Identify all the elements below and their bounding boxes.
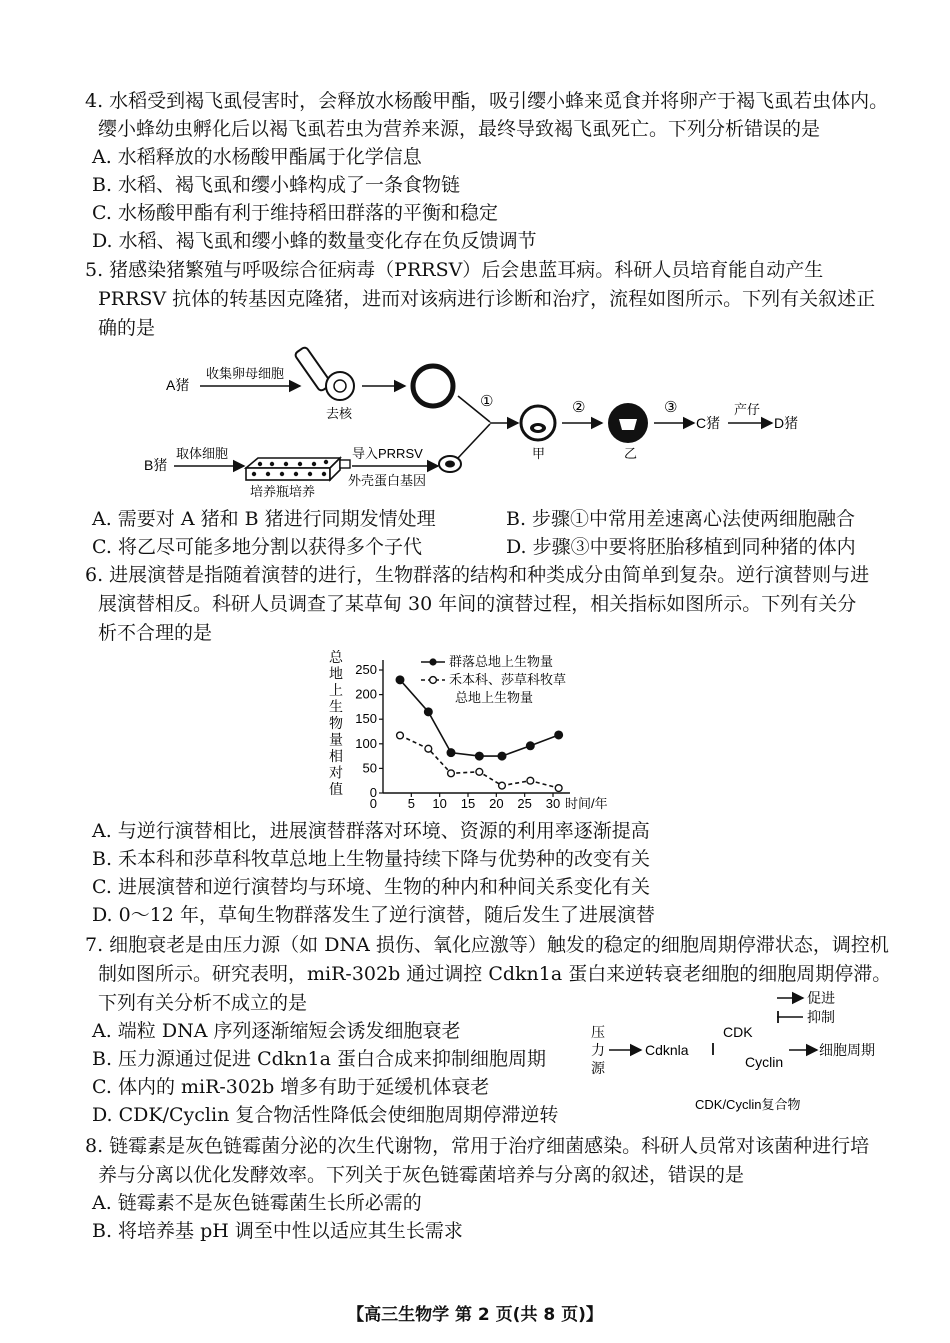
label-import: 导入PRRSV	[352, 446, 423, 461]
chart-y-tick-label: 0	[369, 785, 377, 800]
q8-option-a: A. 链霉素不是灰色链霉菌生长所必需的	[92, 1192, 422, 1214]
chart-x-tick-label: 0	[369, 796, 377, 811]
chart-point-series1	[499, 782, 506, 789]
q7-stem-line1: 7. 细胞衰老是由压力源（如 DNA 损伤、氧化应激等）触发的稳定的细胞周期停滞状态，调控机	[85, 934, 889, 956]
legend-marker-grass	[430, 677, 437, 684]
chart-x-tick-label: 5	[407, 796, 415, 811]
biomass-line-chart	[325, 650, 625, 815]
chart-point-series1	[425, 745, 432, 752]
q4-option-c: C. 水杨酸甲酯有利于维持稻田群落的平衡和稳定	[92, 202, 498, 224]
chart-point-series0	[425, 708, 433, 716]
q8-stem-line1: 8. 链霉素是灰色链霉菌分泌的次生代谢物，常用于治疗细菌感染。科研人员常对该菌种进行培	[85, 1135, 870, 1157]
chart-x-tick-label: 25	[517, 796, 532, 811]
legend-promote: 促进	[807, 990, 835, 1006]
chart-x-tick-label: 20	[489, 796, 504, 811]
legend-label-grass-line2: 总地上生物量	[455, 690, 534, 705]
label-birth: 产仔	[734, 402, 761, 417]
chart-point-series0	[555, 731, 563, 739]
q7-option-b: B. 压力源通过促进 Cdkn1a 蛋白合成来抑制细胞周期	[92, 1048, 546, 1070]
label-step1: ①	[480, 393, 494, 410]
chart-point-series1	[555, 785, 562, 792]
label-step3: ③	[664, 399, 678, 416]
chart-y-tick-label: 150	[355, 711, 377, 727]
label-pig-a: A猪	[166, 377, 190, 393]
label-step2: ②	[572, 399, 586, 416]
q5-stem-line1: 5. 猪感染猪繁殖与呼吸综合征病毒（PRRSV）后会患蓝耳病。科研人员培育能自动产生	[85, 259, 824, 281]
label-culture: 培养瓶培养	[250, 484, 316, 499]
chart-y-label-char: 对	[329, 764, 343, 781]
q7-stem-line3: 下列有关分析不成立的是	[98, 992, 308, 1014]
q5-option-b: B. 步骤①中常用差速离心法使两细胞融合	[506, 508, 856, 530]
enucleation-pipette-icon	[294, 346, 354, 400]
legend-inhibit: 抑制	[807, 1009, 835, 1025]
chart-y-axis-label	[329, 650, 344, 797]
chart-point-series0	[396, 676, 404, 684]
q5-stem-line3: 确的是	[98, 317, 156, 339]
label-cdkn1a: Cdknla	[645, 1042, 689, 1058]
q6-stem-line2: 展演替相反。科研人员调查了某草甸 30 年间的演替过程，相关指标如图所示。下列有关分	[98, 593, 857, 615]
q7-option-c: C. 体内的 miR-302b 增多有助于延缓机体衰老	[92, 1076, 490, 1098]
q4-stem-line1: 4. 水稻受到褐飞虱侵害时，会释放水杨酸甲酯，吸引缨小蜂来觅食并将卵产于褐飞虱若虫体内。	[85, 90, 889, 112]
label-stress-1: 压	[591, 1024, 605, 1040]
q7-option-d: D. CDK/Cyclin 复合物活性降低会使细胞周期停滞逆转	[92, 1104, 559, 1126]
label-jia: 甲	[532, 446, 546, 461]
label-enucleate: 去核	[326, 406, 353, 421]
q6-option-b: B. 禾本科和莎草科牧草总地上生物量持续下降与优势种的改变有关	[92, 848, 651, 870]
blastocyst-icon	[608, 403, 648, 443]
chart-x-tick-label: 10	[432, 796, 447, 811]
label-pig-c: C猪	[696, 415, 721, 431]
legend-label-total: 群落总地上生物量	[449, 654, 554, 669]
q6-option-a: A. 与逆行演替相比，进展演替群落对环境、资源的利用率逐渐提高	[92, 820, 650, 842]
label-cell-cycle: 细胞周期	[819, 1042, 875, 1058]
label-cyclin: Cyclin	[745, 1054, 784, 1070]
chart-y-label-char: 地	[329, 665, 343, 682]
q6-stem-line1: 6. 进展演替是指随着演替的进行，生物群落的结构和种类成分由简单到复杂。逆行演替则与进	[85, 564, 870, 586]
cell-cycle-regulation-diagram	[585, 985, 895, 1120]
chart-y-label-char: 相	[329, 748, 343, 764]
chart-point-series1	[448, 770, 455, 777]
label-collect-oocyte: 收集卵母细胞	[206, 366, 285, 381]
chart-y-label-char: 物	[329, 715, 343, 731]
label-stress-3: 源	[591, 1060, 605, 1076]
chart-point-series1	[397, 732, 404, 739]
cloning-flow-diagram	[140, 340, 840, 500]
q8-stem-line2: 养与分离以优化发酵效率。下列关于灰色链霉菌培养与分离的叙述，错误的是	[98, 1164, 745, 1186]
chart-x-axis-label: 时间/年	[565, 796, 608, 811]
merge-line-bottom	[458, 424, 490, 458]
label-gene: 外壳蛋白基因	[348, 473, 427, 488]
chart-y-tick-label: 250	[355, 662, 377, 677]
q5-option-c: C. 将乙尽可能多地分割以获得多个子代	[92, 536, 422, 558]
q4-option-a: A. 水稻释放的水杨酸甲酯属于化学信息	[92, 146, 422, 168]
chart-x-tick-label: 15	[460, 796, 476, 811]
chart-y-label-char: 总	[329, 650, 343, 665]
page-footer: 【高三生物学 第 2 页(共 8 页)】	[347, 1305, 603, 1325]
legend-label-grass-line1: 禾本科、莎草科牧草	[449, 672, 567, 687]
chart-y-tick-label: 50	[362, 760, 377, 776]
chart-y-label-char: 生	[329, 698, 343, 715]
chart-x-tick-label: 30	[545, 796, 561, 811]
chart-point-series0	[476, 752, 484, 760]
chart-y-tick-label: 200	[355, 686, 377, 702]
chart-point-series1	[527, 777, 534, 784]
q8-option-b: B. 将培养基 pH 调至中性以适应其生长需求	[92, 1220, 463, 1242]
chart-y-label-char: 上	[329, 682, 343, 698]
chart-y-label-char: 量	[329, 731, 343, 748]
q5-option-a: A. 需要对 A 猪和 B 猪进行同期发情处理	[92, 508, 436, 530]
enucleated-oocyte-icon	[413, 366, 453, 406]
reconstructed-embryo-icon	[521, 406, 555, 440]
chart-point-series0	[447, 749, 455, 757]
q6-option-c: C. 进展演替和逆行演替均与环境、生物的种内和种间关系变化有关	[92, 876, 650, 898]
culture-flask-icon	[246, 458, 350, 480]
q5-stem-line2: PRRSV 抗体的转基因克隆猪，进而对该病进行诊断和治疗，流程如图所示。下列有关叙述正	[98, 288, 876, 310]
chart-legend	[421, 654, 566, 705]
chart-point-series0	[527, 742, 535, 750]
q4-stem-line2: 缨小蜂幼虫孵化后以褐飞虱若虫为营养来源，最终导致褐飞虱死亡。下列分析错误的是	[98, 118, 821, 140]
q7-option-a: A. 端粒 DNA 序列逐渐缩短会诱发细胞衰老	[92, 1020, 461, 1042]
label-pig-b: B猪	[144, 457, 168, 473]
q5-option-d: D. 步骤③中要将胚胎移植到同种猪的体内	[506, 536, 856, 558]
q7-stem-line2: 制如图所示。研究表明，miR-302b 通过调控 Cdkn1a 蛋白来逆转衰老细胞的细胞周期停滞。	[98, 963, 892, 985]
q6-option-d: D. 0～12 年，草甸生物群落发生了逆行演替，随后发生了进展演替	[92, 904, 655, 926]
label-pig-d: D猪	[774, 415, 799, 431]
legend-marker-total	[429, 658, 436, 665]
label-cdk-cyclin-complex: CDK/Cyclin复合物	[695, 1097, 801, 1112]
chart-y-label-char: 值	[329, 781, 343, 797]
q6-stem-line3: 析不合理的是	[98, 622, 213, 644]
q4-option-b: B. 水稻、褐飞虱和缨小蜂构成了一条食物链	[92, 174, 461, 196]
label-stress-2: 力	[591, 1042, 605, 1058]
donor-cell-icon	[439, 456, 461, 472]
label-cdk: CDK	[723, 1024, 753, 1040]
q4-option-d: D. 水稻、褐飞虱和缨小蜂的数量变化存在负反馈调节	[92, 230, 537, 252]
chart-point-series1	[476, 768, 483, 775]
chart-point-series0	[498, 752, 506, 760]
label-yi: 乙	[624, 446, 638, 461]
label-take-cells: 取体细胞	[176, 446, 229, 461]
chart-y-tick-label: 100	[355, 735, 377, 751]
